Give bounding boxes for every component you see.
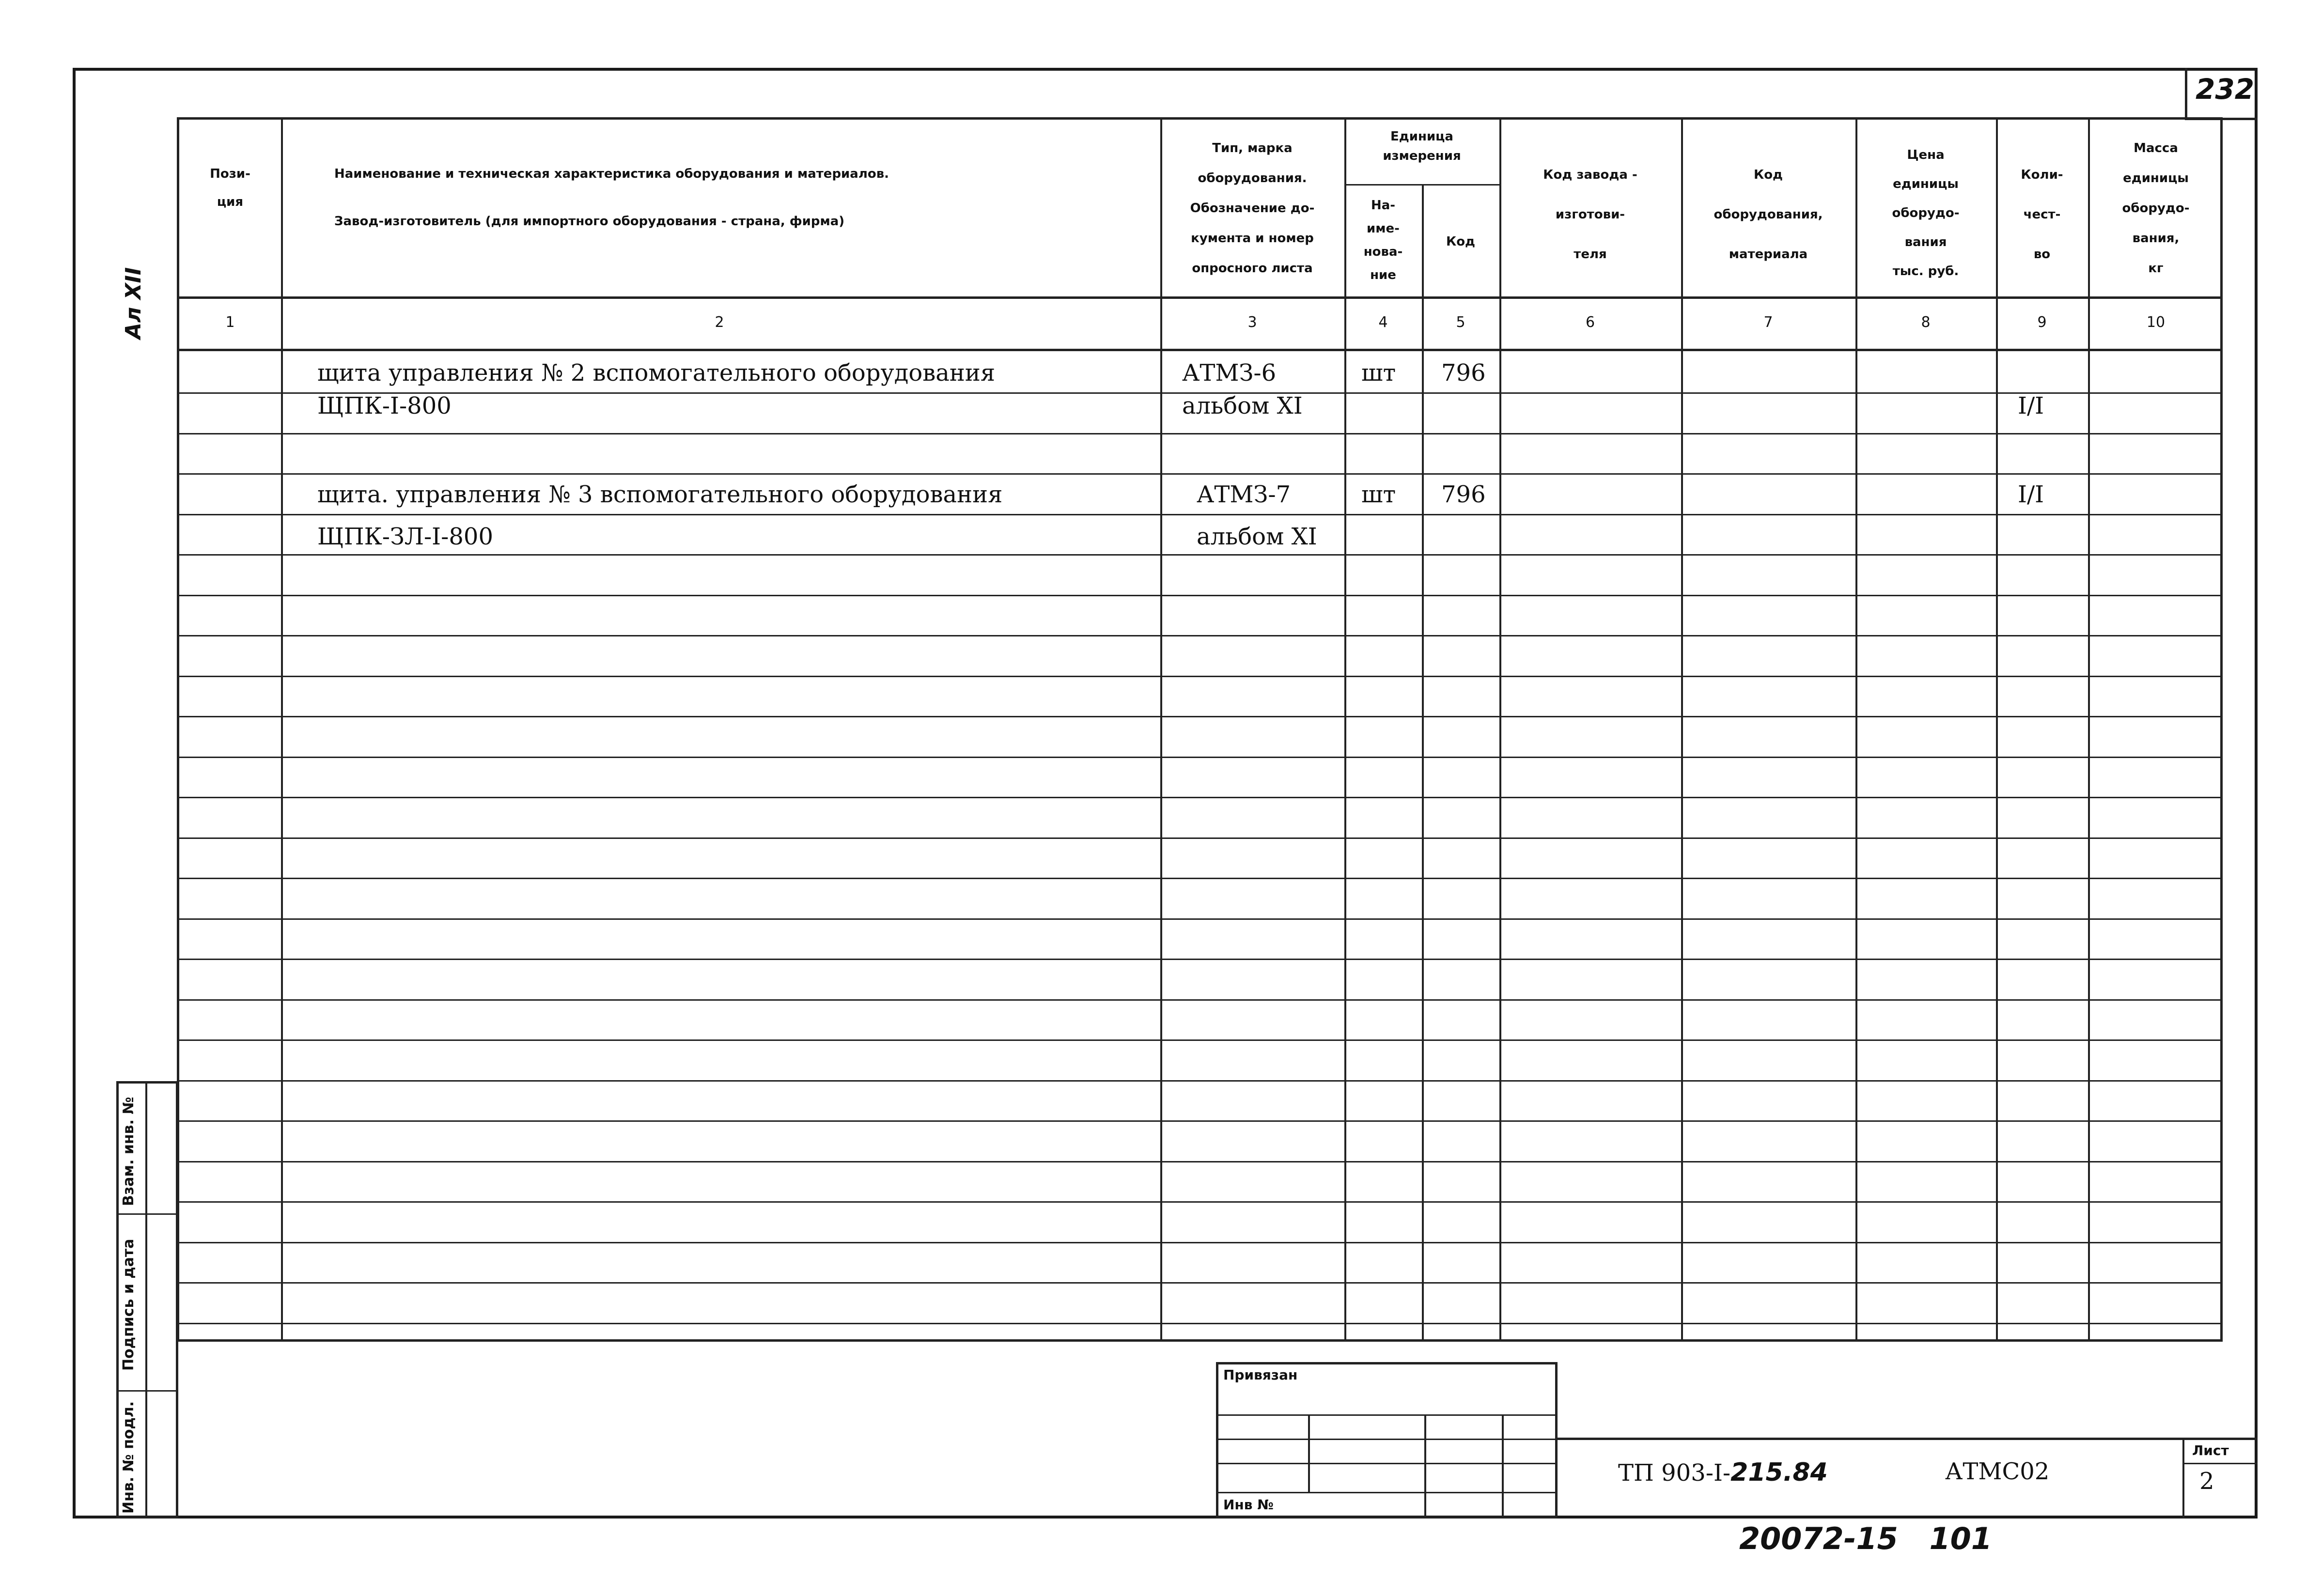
header-col-7: Код оборудования, материала [1714,168,1823,262]
header-col-1: Пози- ция [210,167,250,209]
privyazan-label: Привязан [1223,1367,1298,1383]
stamp-vline-3 [1502,1414,1504,1519]
header-unit-group: Единица измерения [1383,129,1461,163]
row-2-type: альбом XI [1182,392,1303,419]
table-row-line [177,878,2223,879]
side-note: Ал XII [121,267,146,339]
side-stamp-inv: Инв. № подл. [120,1401,137,1514]
table-row-line [177,1282,2223,1284]
table-row-line [177,918,2223,920]
table-row-line [177,433,2223,434]
table-row-line [177,1039,2223,1041]
header-col-3: Тип, марка оборудования. Обозначение до- кумента и номер опросного листа [1190,141,1315,276]
col-number-1: 1 [225,314,235,331]
row-2-name: ЩПК-I-800 [317,392,452,419]
table-row-line [177,757,2223,758]
table-row-line [177,716,2223,717]
row-2-qty: I/I [2018,392,2044,419]
spec-table [177,117,2223,1342]
table-row-line [177,1080,2223,1082]
table-row-line [177,999,2223,1001]
table-row-line [177,1201,2223,1203]
col-divider-3 [1344,117,1346,1342]
privyazan-box [1216,1362,1558,1519]
archive-number: 20072-15 101 [1739,1521,1992,1556]
stamp-line-1 [1216,1414,1558,1416]
col-divider-1 [281,117,283,1342]
page-number: 232 [2196,73,2255,106]
table-row-line [177,1161,2223,1162]
row-1-unit: шт [1361,359,1396,387]
col-divider-4 [1422,184,1424,1342]
sheet-number: 2 [2199,1468,2214,1495]
table-row-line [177,514,2223,515]
inv-no-label: Инв № [1223,1497,1274,1513]
row-1-type: АТМЗ-6 [1182,359,1277,387]
table-row-line [177,595,2223,596]
row-4-type: альбом XI [1197,523,1317,550]
row-3-unit: шт [1361,481,1396,508]
row-3-qty: I/I [2018,481,2044,508]
stamp-line-3 [1216,1463,1558,1464]
doc-code-prefix: ТП 903-I- [1618,1459,1731,1487]
side-stamp-divider-2 [116,1390,178,1392]
col-divider-8 [1996,117,1998,1342]
row-1-name: щита управления № 2 вспомогательного оборудования [317,359,996,387]
row-3-type: АТМЗ-7 [1197,481,1291,508]
table-row-line [177,635,2223,636]
header-divider [177,296,2223,299]
col-number-6: 6 [1585,314,1595,331]
col-number-10: 10 [2146,314,2166,331]
sheet-label: Лист [2192,1442,2229,1458]
col-number-4: 4 [1378,314,1388,331]
stamp-vline-1 [1308,1414,1310,1492]
table-row-line [177,676,2223,677]
row-3-name: щита. управления № 3 вспомогательного оборудования [317,481,1003,508]
header-col-4: На- име- нова- ние [1363,198,1403,282]
doc-code [1618,1458,1828,1487]
unit-group-divider [1344,184,1499,186]
sheet-box-divider [2182,1463,2258,1464]
colnum-divider [177,349,2223,351]
sheet-box-left [2182,1438,2184,1519]
side-stamp-divider-1 [116,1213,178,1215]
header-col-10: Масса единицы оборудо- вания, кг [2122,141,2190,276]
col-number-3: 3 [1247,314,1257,331]
header-col-2: Наименование и техническая характеристика оборудования и материалов. Завод-изготовитель (для импортного оборудования - страна, фирма) [334,167,889,229]
col-divider-7 [1855,117,1857,1342]
col-divider-2 [1160,117,1162,1342]
side-stamp-vzam: Взам. инв. № [120,1097,137,1206]
col-number-9: 9 [2037,314,2047,331]
header-col-9: Коли- чест- во [2021,168,2063,262]
stamp-line-4 [1216,1492,1558,1493]
table-row-line [177,797,2223,798]
col-number-8: 8 [1921,314,1931,331]
side-stamp-inner-line [145,1081,147,1519]
table-row-line [177,473,2223,475]
table-row-line [177,554,2223,556]
table-row-line [177,1120,2223,1122]
col-divider-9 [2088,117,2090,1342]
table-row-line [177,837,2223,839]
stamp-line-2 [1216,1439,1558,1440]
table-row-line [177,1242,2223,1243]
table-row-line [177,1323,2223,1324]
title-block-top [1558,1438,2258,1440]
col-number-2: 2 [715,314,724,331]
side-stamp-podpis: Подпись и дата [120,1239,137,1371]
col-number-5: 5 [1456,314,1465,331]
doc-code-handwritten: 215.84 [1730,1458,1828,1487]
table-row-line [177,959,2223,960]
doc-mark: АТМС02 [1945,1458,2050,1485]
col-divider-6 [1681,117,1683,1342]
header-col-6: Код завода - изготови- теля [1543,168,1637,262]
header-col-5: Код [1446,234,1476,249]
row-1-code: 796 [1441,359,1486,387]
row-4-name: ЩПК-ЗЛ-I-800 [317,523,493,550]
row-3-code: 796 [1441,481,1486,508]
header-col-8: Цена единицы оборудо- вания тыс. руб. [1892,148,1960,279]
col-number-7: 7 [1763,314,1773,331]
col-divider-5 [1499,117,1501,1342]
stamp-vline-2 [1424,1414,1426,1519]
